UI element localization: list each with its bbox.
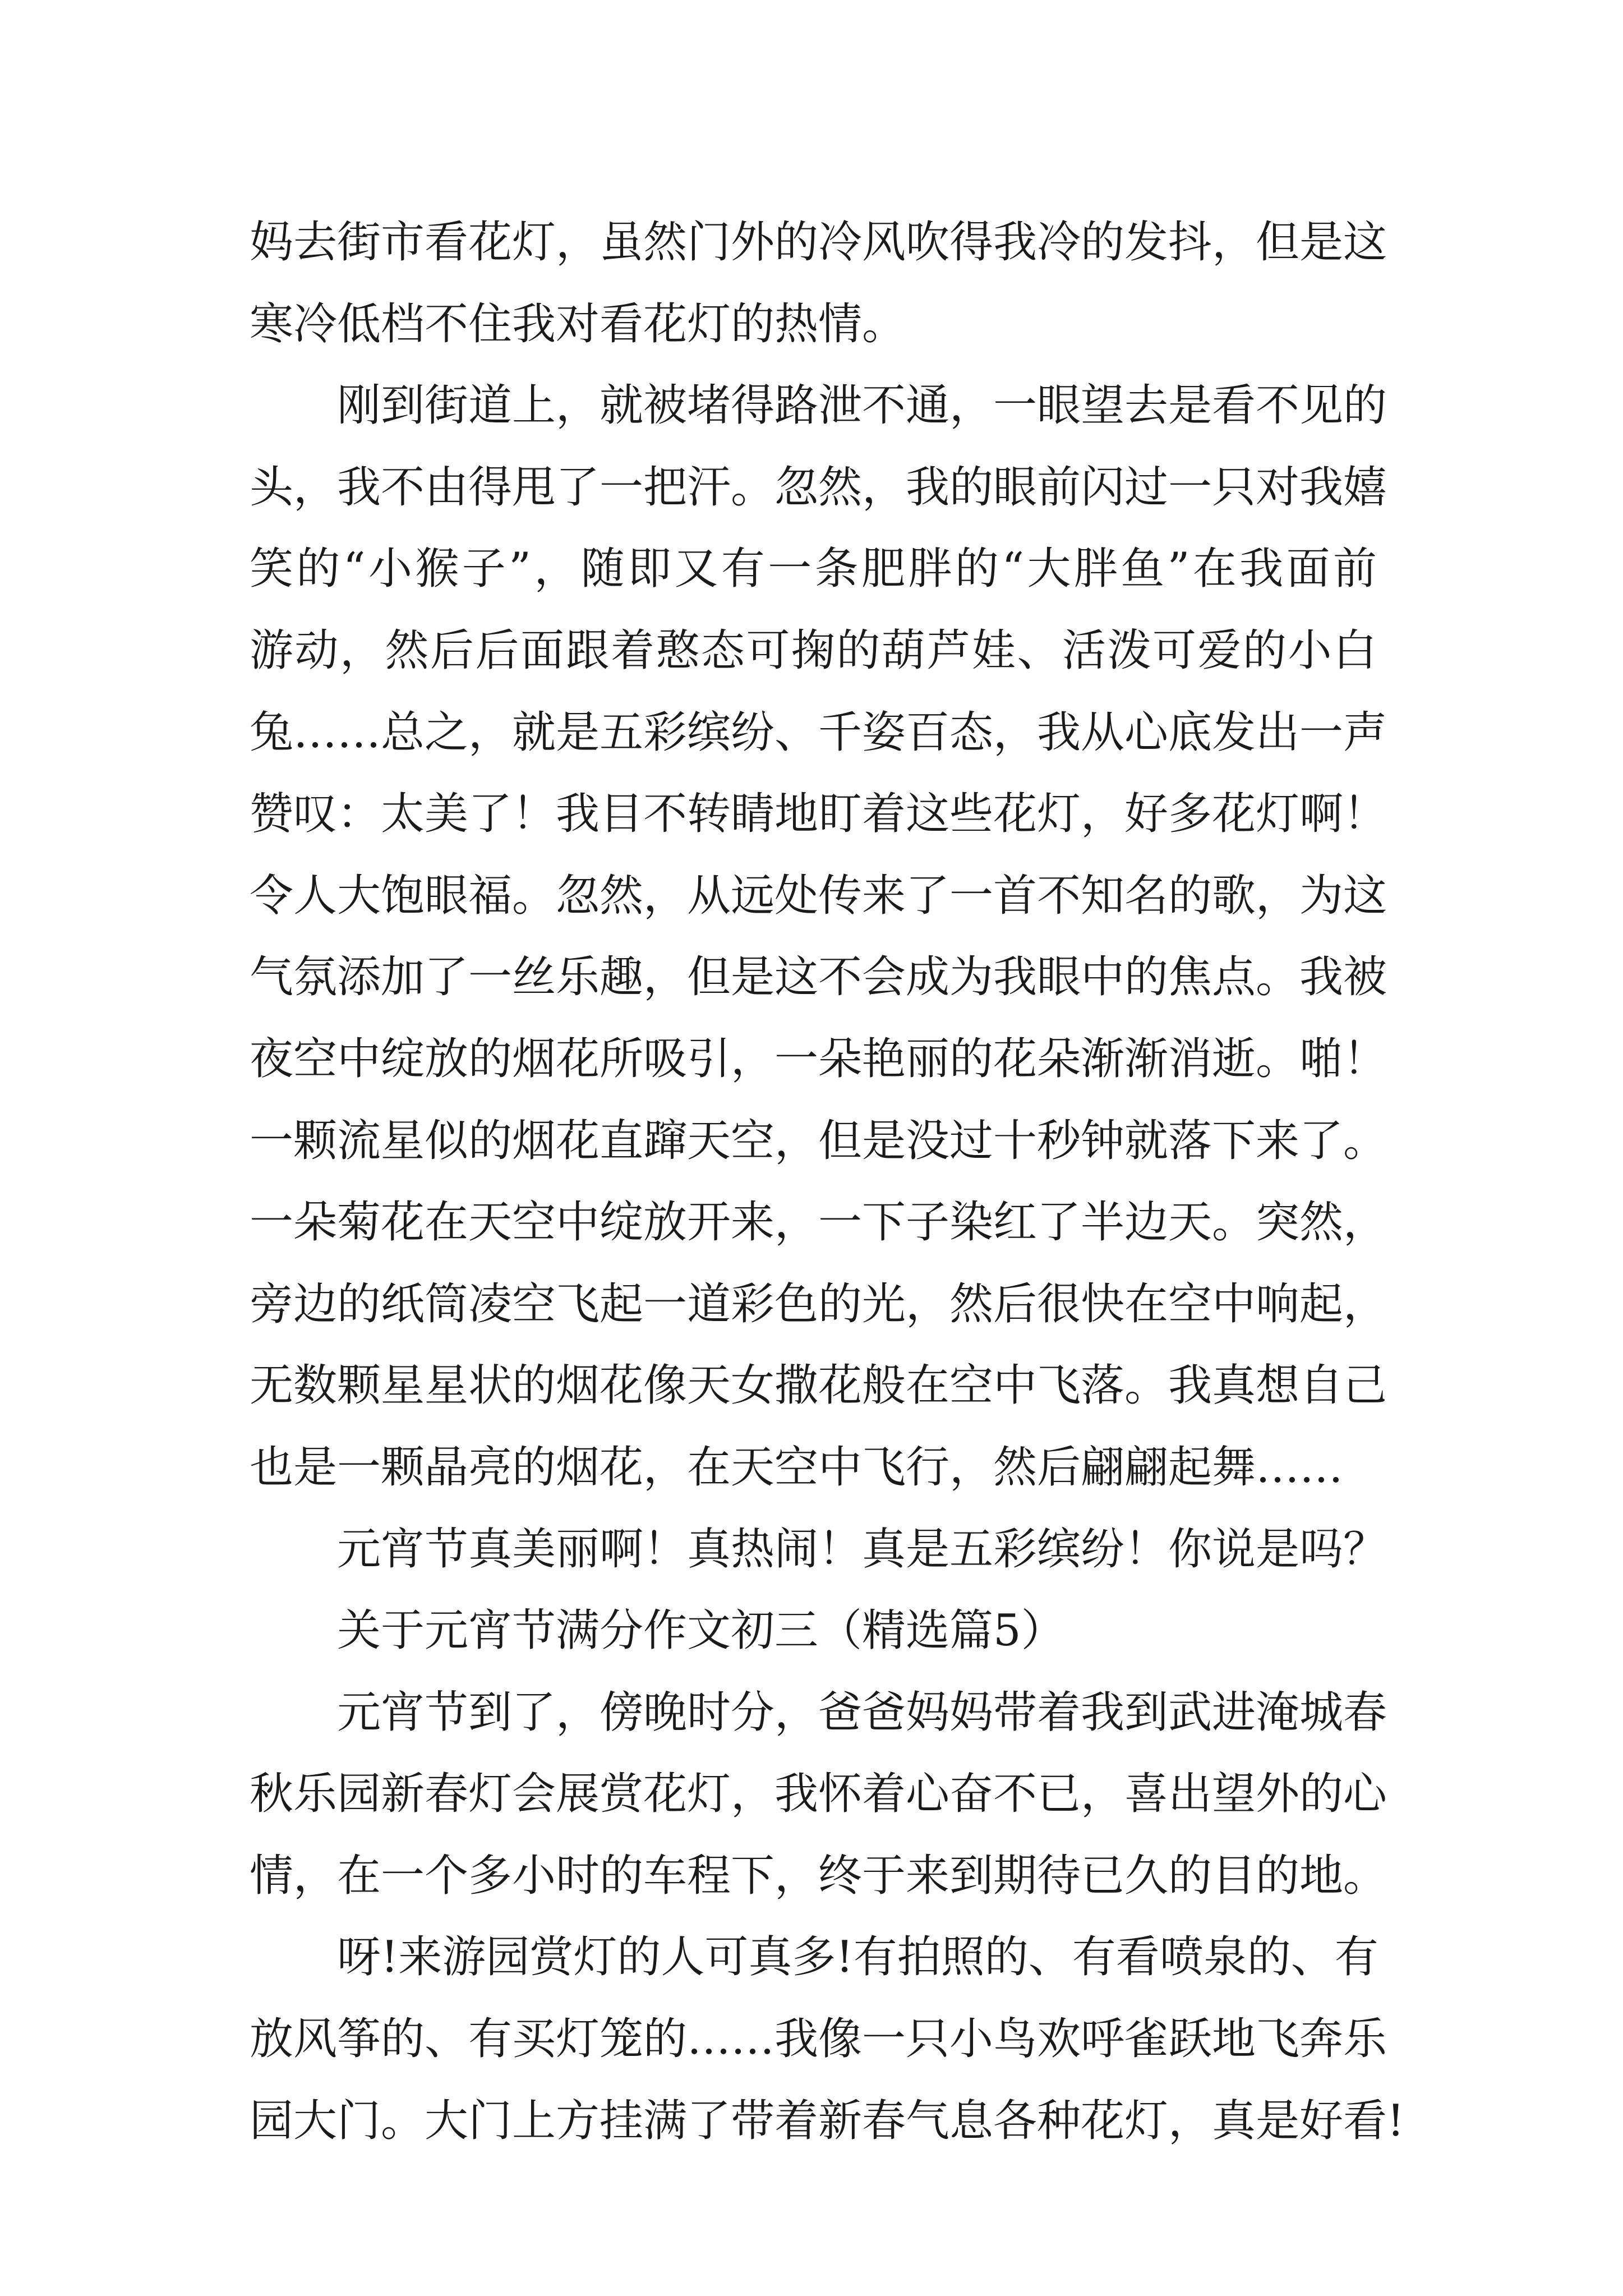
- text-line: 寒冷低档不住我对看花灯的热情。: [250, 298, 906, 349]
- text-line: 赞叹：太美了！我目不转睛地盯着这些花灯，好多花灯啊！: [250, 789, 1387, 840]
- text-line: 气氛添加了一丝乐趣，但是这不会成为我眼中的焦点。我被: [250, 952, 1387, 1003]
- document-body: [250, 202, 1405, 2162]
- text-line: 刚到街道上，就被堵得路泄不通，一眼望去是看不见的: [337, 380, 1387, 431]
- text-line: 令人大饱眼福。忽然，从远处传来了一首不知名的歌，为这: [250, 870, 1387, 921]
- text-line: 元宵节真美丽啊！真热闹！真是五彩缤纷！你说是吗？: [337, 1524, 1387, 1575]
- text-line: 笑的“小猴子”，随即又有一条肥胖的“大胖鱼”在我面前: [250, 544, 1377, 595]
- text-line: 元宵节到了，傍晚时分，爸爸妈妈带着我到武进淹城春: [337, 1687, 1387, 1738]
- text-line: 园大门。大门上方挂满了带着新春气息各种花灯，真是好看!: [250, 2095, 1405, 2146]
- text-line: 游动，然后后面跟着憨态可掬的葫芦娃、活泼可爱的小白: [250, 625, 1377, 676]
- text-line: 夜空中绽放的烟花所吸引，一朵艳丽的花朵渐渐消逝。啪！: [250, 1033, 1387, 1084]
- text-line: 无数颗星星状的烟花像天女撒花般在空中飞落。我真想自己: [250, 1360, 1387, 1411]
- text-line: 旁边的纸筒凌空飞起一道彩色的光，然后很快在空中响起，: [250, 1278, 1387, 1329]
- text-line: 也是一颗晶亮的烟花，在天空中飞行，然后翩翩起舞……: [250, 1442, 1344, 1493]
- text-line: 妈去街市看花灯，虽然门外的冷风吹得我冷的发抖，但是这: [250, 217, 1387, 268]
- text-line: 兔……总之，就是五彩缤纷、千姿百态，我从心底发出一声: [250, 707, 1387, 758]
- text-line: 一朵菊花在天空中绽放开来，一下子染红了半边天。突然，: [250, 1197, 1387, 1248]
- text-line: 情，在一个多小时的车程下，终于来到期待已久的目的地。: [250, 1850, 1387, 1901]
- text-line: 一颗流星似的烟花直蹿天空，但是没过十秒钟就落下来了。: [250, 1115, 1387, 1166]
- text-line: 放风筝的、有买灯笼的……我像一只小鸟欢呼雀跃地飞奔乐: [250, 2014, 1387, 2065]
- section-heading: 关于元宵节满分作文初三（精选篇5）: [337, 1605, 1065, 1657]
- text-line: 呀!来游园赏灯的人可真多!有拍照的、有看喷泉的、有: [337, 1932, 1378, 1983]
- text-line: 秋乐园新春灯会展赏花灯，我怀着心奋不已，喜出望外的心: [250, 1769, 1387, 1820]
- text-line: 头，我不由得甩了一把汗。忽然，我的眼前闪过一只对我嬉: [250, 462, 1387, 513]
